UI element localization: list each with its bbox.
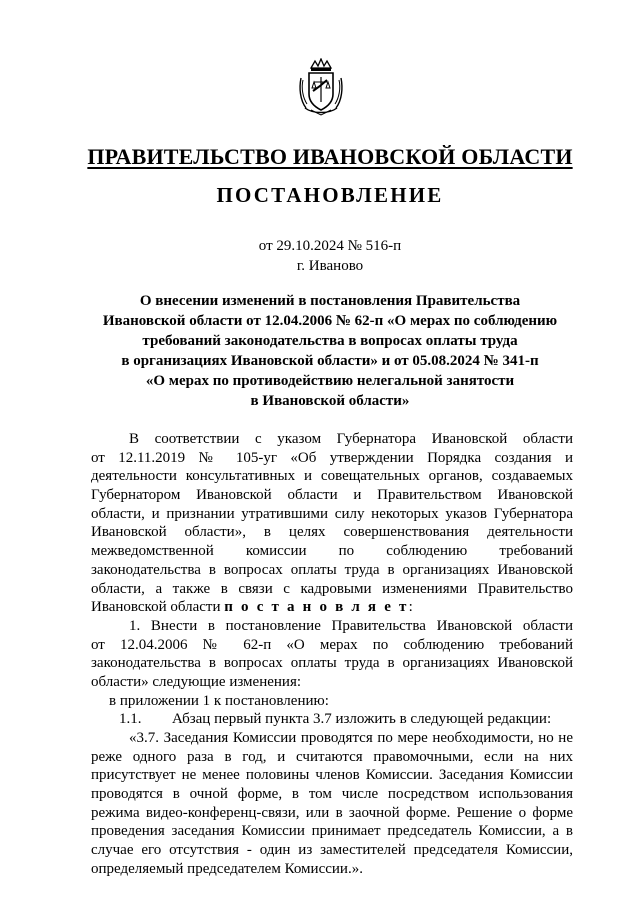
quote-line: «3.7. Заседания Комиссии проводятся по мере необходимости, но не xyxy=(129,730,573,746)
government-name: ПРАВИТЕЛЬСТВО ИВАНОВСКОЙ ОБЛАСТИ xyxy=(87,144,573,169)
item-1-line: от 12.04.2006 № 62-п «О мерах по соблюдению требований xyxy=(91,636,573,653)
preamble-line: Губернатором Ивановской области и Правительством Ивановской xyxy=(91,487,573,504)
preamble-line: Ивановской области», в целях совершенствования деятельности xyxy=(91,524,573,541)
document-heading xyxy=(90,291,570,411)
heading-line: в Ивановской области» xyxy=(250,393,410,409)
item-1-line: 1. Внести в постановление Правительства Ивановской области xyxy=(129,617,573,634)
preamble-last-line xyxy=(91,598,573,617)
heading-line: в организациях Ивановской области» и от 05.08.2024 № 341-п xyxy=(121,353,539,369)
decree-word: п о с т а н о в л я е т xyxy=(224,599,409,616)
quote-line: режима видео-конференц-связи, или в заочной форме. Решение о форме xyxy=(91,804,573,821)
quote-line: реже одного раза в год, и считаются правомочными, если на них xyxy=(91,748,573,765)
document-type: ПОСТАНОВЛЕНИЕ xyxy=(216,183,444,207)
preamble-line: В соответствии с указом Губернатора Ивановской области xyxy=(129,431,573,447)
heading-line: О внесении изменений в постановления Правительства xyxy=(139,293,521,309)
quote-last-line: определяемый председателем Комиссии.». xyxy=(91,860,363,877)
item-1-line: законодательства в вопросах оплаты труда в организациях Ивановской xyxy=(91,655,573,672)
preamble-line: области, и признании утратившими силу некоторых указов Губернатора xyxy=(91,505,573,522)
preamble-line: межведомственной комиссии по соблюдению требований xyxy=(91,543,573,560)
item-1-1-text: Абзац первый пункта 3.7 изложить в следующей редакции: xyxy=(172,711,552,728)
quote-line: случае его отсутствия - один из заместителей председателя Комиссии, xyxy=(91,842,573,859)
quote-line: проведения заседания Комиссии принимает председатель Комиссии, а в xyxy=(91,823,573,840)
document-date-number: от 29.10.2024 № 516-п xyxy=(258,238,402,254)
heading-line: требований законодательства в вопросах оплаты труда xyxy=(142,333,518,349)
appendix-line: в приложении 1 к постановлению: xyxy=(109,692,329,709)
preamble-line: области, а также в связи с кадровыми изменениями Правительство xyxy=(91,580,573,597)
preamble-last-text: Ивановской области xyxy=(91,599,225,616)
heading-line: «О мерах по противодействию нелегальной занятости xyxy=(145,373,515,389)
preamble-line: от 12.11.2019 № 105-уг «Об утверждении Порядка создания и xyxy=(91,449,573,466)
preamble-line: законодательства в вопросах оплаты труда в организациях Ивановской xyxy=(91,561,573,578)
quote-line: присутствует не менее половины членов Комиссии. Заседания Комиссии xyxy=(91,767,573,784)
quote-line: проводятся в очной форме, в том числе посредством использования xyxy=(91,786,573,803)
decree-colon: : xyxy=(408,599,413,616)
document-city: г. Иваново xyxy=(296,258,364,274)
heading-line: Ивановской области от 12.04.2006 № 62-п «О мерах по соблюдению xyxy=(102,313,558,329)
item-1-line: области» следующие изменения: xyxy=(91,673,302,690)
document-body xyxy=(91,430,573,879)
item-1-1-number: 1.1. xyxy=(119,711,142,728)
item-1-1-line xyxy=(91,710,573,729)
coat-of-arms-icon xyxy=(297,58,345,116)
preamble-line: деятельности консультативных и совещательных органов, создаваемых xyxy=(91,468,573,485)
